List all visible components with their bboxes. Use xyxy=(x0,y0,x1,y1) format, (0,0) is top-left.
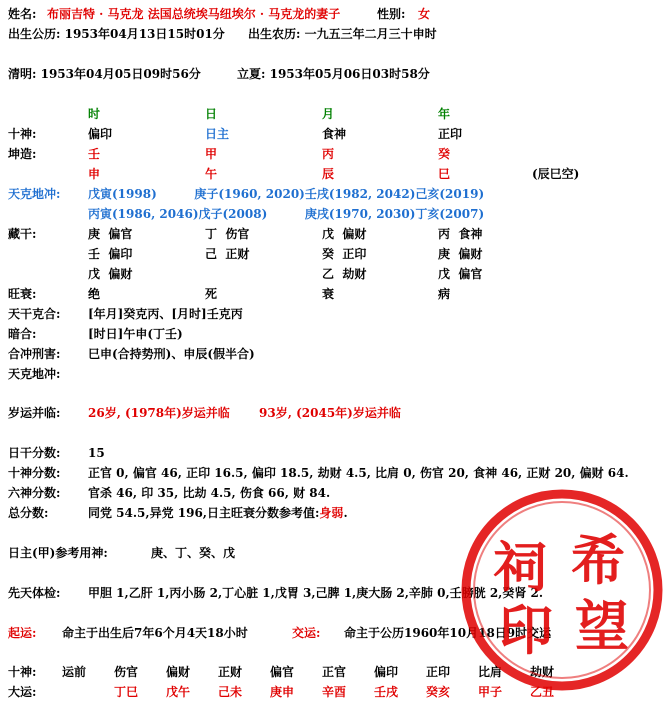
solar-birth: 出生公历: 1953年04月13日15时01分 xyxy=(8,27,225,41)
dayun-shishen: 劫财 xyxy=(530,665,555,679)
qiyun-value: 命主于出生后7年6个月4天18小时 xyxy=(62,626,248,640)
tianke-line-1: 戊寅(1998) 庚子(1960, 2020)壬戌(1982, 2042)己亥(2019) xyxy=(88,187,485,201)
stem-day: 甲 xyxy=(205,147,218,161)
canggan-cell: 丁 伤官 xyxy=(205,227,250,241)
total-score-result: 身弱 xyxy=(319,506,344,520)
stem-hour: 壬 xyxy=(88,147,101,161)
dayun-shishen: 运前 xyxy=(62,665,87,679)
wangshuai-day: 死 xyxy=(205,287,218,301)
tianke-label: 天克地冲: xyxy=(8,187,61,201)
pillar-header-year: 年 xyxy=(438,107,451,121)
dayun-pillar: 丁巳 xyxy=(114,685,139,699)
seal-char: 希 xyxy=(571,528,625,592)
dayun-pillar: 甲子 xyxy=(478,685,503,699)
shishen-score-label: 十神分数: xyxy=(8,466,61,480)
jiaoyun-label: 交运: xyxy=(292,626,321,640)
wangshuai-label: 旺衰: xyxy=(8,287,37,301)
dayun-shishen-label: 十神: xyxy=(8,665,37,679)
dayun-pillar: 庚申 xyxy=(270,685,295,699)
relation-label: 天克地冲: xyxy=(8,367,61,381)
shishen-month: 食神 xyxy=(322,127,347,141)
canggan-cell: 戊 偏财 xyxy=(88,267,133,281)
branch-month: 辰 xyxy=(322,167,335,181)
rigan-score-value: 15 xyxy=(88,446,105,460)
canggan-cell: 庚 偏官 xyxy=(88,227,133,241)
shishen-day: 日主 xyxy=(205,127,230,141)
pillar-header-month: 月 xyxy=(322,107,335,121)
shishen-label: 十神: xyxy=(8,127,37,141)
canggan-cell: 己 正财 xyxy=(205,247,250,261)
qingming: 清明: 1953年04月05日09时56分 xyxy=(8,67,201,81)
dayun-shishen: 偏财 xyxy=(166,665,191,679)
seal-char: 祠 xyxy=(493,535,547,599)
branch-day: 午 xyxy=(205,167,218,181)
dayun-shishen: 偏官 xyxy=(270,665,295,679)
tijian-value: 甲胆 1,乙肝 1,丙小肠 2,丁心脏 1,戊胃 3,己脾 1,庚大肠 2,辛肺 0,壬膀胱 2,癸肾 2. xyxy=(88,586,544,600)
relation-value: 巳申(合持势刑)、申辰(假半合) xyxy=(88,347,255,361)
canggan-label: 藏干: xyxy=(8,227,37,241)
lunar-birth: 出生农历: 一九五三年二月三十申时 xyxy=(248,27,437,41)
seal-char: 印 xyxy=(499,598,553,662)
kunzao-label: 坤造: xyxy=(8,147,37,161)
total-score-line xyxy=(88,505,348,521)
gender-value: 女 xyxy=(418,7,431,21)
pillar-header-hour: 时 xyxy=(88,107,101,121)
liuqin-score-label: 六神分数: xyxy=(8,486,61,500)
total-score-end: . xyxy=(343,506,348,520)
dayun-pillar: 辛酉 xyxy=(322,685,347,699)
name-value: 布丽吉特 · 马克龙 法国总统埃马纽埃尔 · 马克龙的妻子 xyxy=(47,7,341,21)
wangshuai-month: 衰 xyxy=(322,287,335,301)
dayun-pillar: 己未 xyxy=(218,685,243,699)
dayun-pillar: 乙丑 xyxy=(530,685,555,699)
canggan-cell: 庚 偏财 xyxy=(438,247,483,261)
seal-stamp xyxy=(459,487,663,693)
relation-label: 暗合: xyxy=(8,327,37,341)
wangshuai-hour: 绝 xyxy=(88,287,101,301)
dayun-shishen: 正印 xyxy=(426,665,451,679)
tijian-label: 先天体检: xyxy=(8,586,61,600)
shishen-year: 正印 xyxy=(438,127,463,141)
lixia: 立夏: 1953年05月06日03时58分 xyxy=(237,67,430,81)
canggan-cell: 戊 偏官 xyxy=(438,267,483,281)
canggan-cell: 壬 偏印 xyxy=(88,247,133,261)
total-score-value: 同党 54.5,异党 196,日主旺衰分数参考值: xyxy=(88,506,320,520)
dayun-shishen: 比肩 xyxy=(478,665,503,679)
canggan-cell: 乙 劫财 xyxy=(322,267,367,281)
shishen-hour: 偏印 xyxy=(88,127,113,141)
dayun-shishen: 伤官 xyxy=(114,665,139,679)
dayun-shishen: 正官 xyxy=(322,665,347,679)
stem-year: 癸 xyxy=(438,147,451,161)
dayun-pillar: 癸亥 xyxy=(426,685,451,699)
rigan-score-label: 日干分数: xyxy=(8,446,61,460)
canggan-cell: 戊 偏财 xyxy=(322,227,367,241)
suiyun-value: 26岁, (1978年)岁运并临 93岁, (2045年)岁运并临 xyxy=(88,406,401,420)
liuqin-score-value: 官杀 46, 印 35, 比劫 4.5, 伤食 66, 财 84. xyxy=(88,486,331,500)
canggan-cell: 丙 食神 xyxy=(438,227,483,241)
gender-label: 性别: xyxy=(377,7,406,21)
dayun-shishen: 正财 xyxy=(218,665,243,679)
stem-month: 丙 xyxy=(322,147,335,161)
yongshen-value: 庚、丁、癸、戊 xyxy=(151,546,236,560)
pillar-header-day: 日 xyxy=(205,107,218,121)
relation-value: [年月]癸克丙、[月时]壬克丙 xyxy=(88,307,243,321)
yongshen-label: 日主(甲)参考用神: xyxy=(8,546,108,560)
dayun-shishen: 偏印 xyxy=(374,665,399,679)
name-label: 姓名: xyxy=(8,7,37,21)
relation-label: 天干克合: xyxy=(8,307,61,321)
shishen-score-value: 正官 0, 偏官 46, 正印 16.5, 偏印 18.5, 劫财 4.5, 比肩 0, 伤官 20, 食神 46, 正财 20, 偏财 64. xyxy=(88,466,629,480)
canggan-cell: 癸 正印 xyxy=(322,247,367,261)
dayun-label: 大运: xyxy=(8,685,37,699)
wangshuai-year: 病 xyxy=(438,287,451,301)
qiyun-label: 起运: xyxy=(8,626,37,640)
dayun-pillar: 壬戌 xyxy=(374,685,399,699)
branch-hour: 申 xyxy=(88,167,101,181)
suiyun-label: 岁运并临: xyxy=(8,406,61,420)
dayun-pillar: 戊午 xyxy=(166,685,191,699)
relation-value: [时日]午申(丁壬) xyxy=(88,327,183,341)
branch-year: 巳 xyxy=(438,167,451,181)
total-score-label: 总分数: xyxy=(8,506,49,520)
relation-label: 合冲刑害: xyxy=(8,347,61,361)
seal-char: 望 xyxy=(575,594,629,658)
kong-note: (辰巳空) xyxy=(532,167,580,181)
jiaoyun-value: 命主于公历1960年10月18日9时交运 xyxy=(344,626,552,640)
tianke-line-2: 丙寅(1986, 2046)戊子(2008) 庚戌(1970, 2030)丁亥(2007) xyxy=(88,207,485,221)
